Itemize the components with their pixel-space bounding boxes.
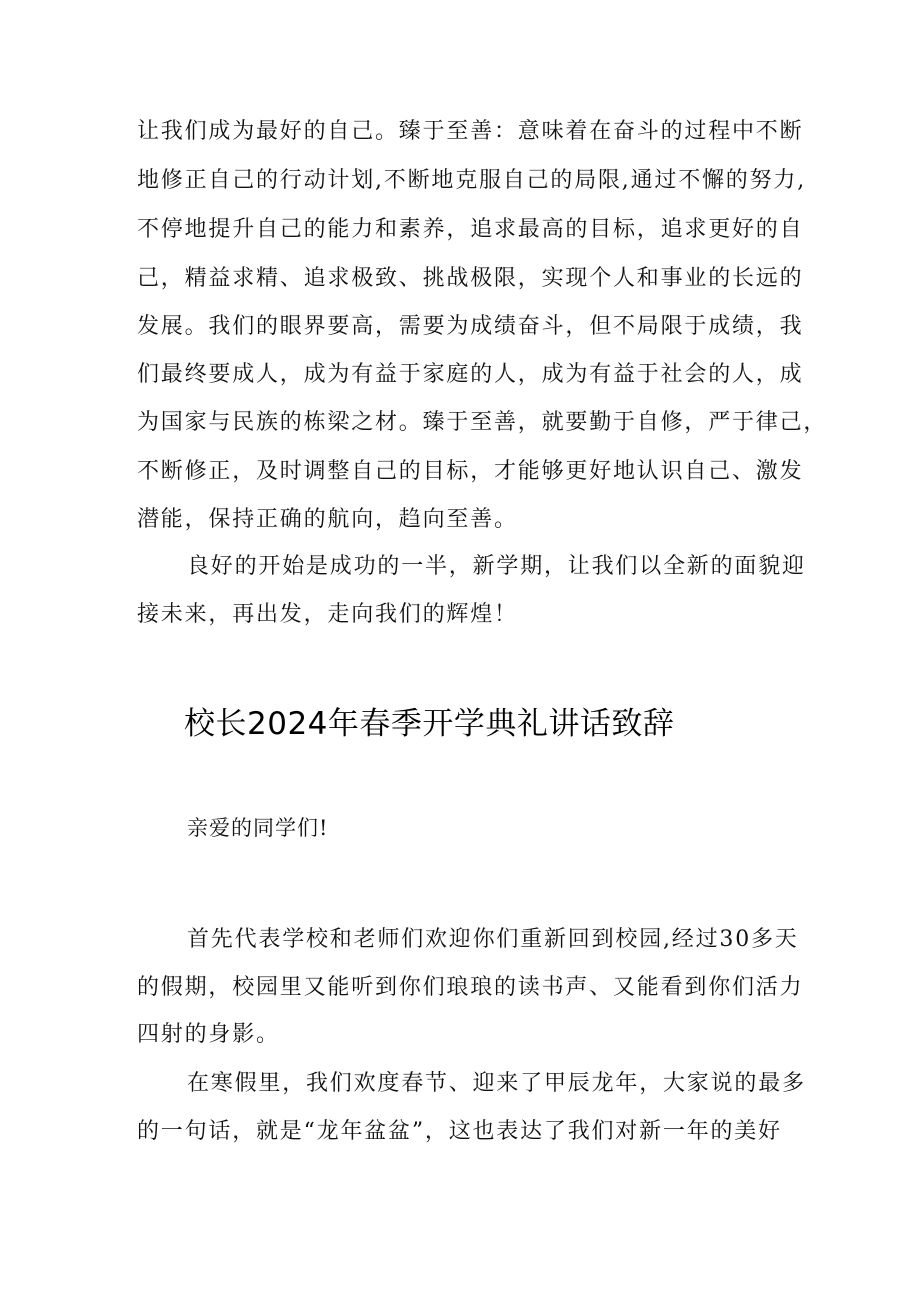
text-line: 四射的身影。 <box>137 1022 280 1047</box>
text-line: 不停地提升自己的能力和素养，追求最高的目标，追求更好的自 <box>137 217 804 242</box>
section-title: 校长2024年春季开学典礼讲话致辞 <box>184 706 675 742</box>
text-line: 潜能，保持正确的航向，趋向至善。 <box>137 507 518 532</box>
text-line: 己，精益求精、追求极致、挑战极限，实现个人和事业的长远的 <box>137 266 804 291</box>
text-line: 的一句话，就是“龙年盆盆”，这也表达了我们对新一年的美好 <box>137 1119 782 1144</box>
text-line: 首先代表学校和老师们欢迎你们重新回到校园,经过30多天 <box>187 927 799 952</box>
text-line: 不断修正，及时调整自己的目标，才能够更好地认识自己、激发 <box>137 459 804 484</box>
text-line: 让我们成为最好的自己。臻于至善：意味着在奋斗的过程中不断 <box>137 119 804 144</box>
text-line: 的假期，校园里又能听到你们琅琅的读书声、又能看到你们活力 <box>137 975 804 1000</box>
salutation: 亲爱的同学们! <box>187 816 329 840</box>
text-line: 们最终要成人，成为有益于家庭的人，成为有益于社会的人，成 <box>137 362 804 387</box>
text-line: 发展。我们的眼界要高，需要为成绩奋斗，但不局限于成绩，我 <box>137 314 804 339</box>
text-line: 接未来，再出发，走向我们的辉煌！ <box>137 602 518 627</box>
text-line: 地修正自己的行动计划,不断地克服自己的局限,通过不懈的努力, <box>137 168 806 193</box>
text-line: 良好的开始是成功的一半，新学期，让我们以全新的面貌迎 <box>187 554 806 579</box>
text-line: 为国家与民族的栋梁之材。臻于至善，就要勤于自修，严于律己， <box>137 410 828 435</box>
text-line: 在寒假里，我们欢度春节、迎来了甲辰龙年，大家说的最多 <box>187 1071 806 1096</box>
